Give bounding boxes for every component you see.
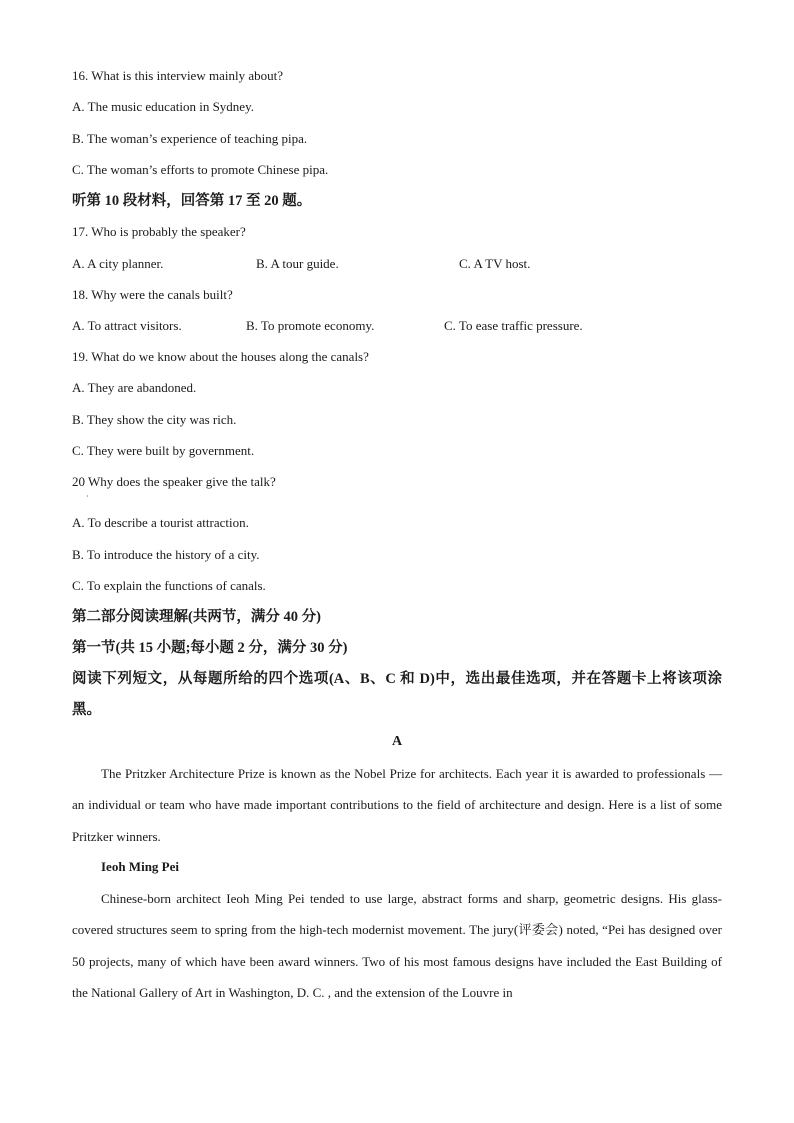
option-c: C. To explain the functions of canals.	[72, 578, 266, 593]
passage-subheading: Ieoh Ming Pei	[101, 859, 179, 874]
question-text: 20 Why does the speaker give the talk?	[72, 474, 276, 489]
passage-intro: The Pritzker Architecture Prize is known as the Nobel Prize for architects. Each year it is awarded to professionals — an individual or team who have made important contributions to the field of architecture and design. Here is a list of some Pritzker winners.	[72, 766, 722, 844]
option-b: B. The woman’s experience of teaching pipa.	[72, 131, 308, 146]
option-c: C. A TV host.	[459, 256, 531, 271]
passage-body: Chinese-born architect Ieoh Ming Pei tended to use large, abstract forms and sharp, geometric designs. His glass-covered structures seem to spring from the high-tech modernist movement. The jury(评委会) noted, “Pei has designed over 50 projects, many of which have been award winners. Two of his most famous designs have included the East Building of the National Gallery of Art in Washington, D. C. , and the extension of the Louvre in	[72, 891, 722, 1000]
question-text: 18. Why were the canals built?	[72, 287, 233, 302]
section-1-title: 第一节(共 15 小题;每小题 2 分，满分 30 分)	[72, 640, 348, 656]
option-a: A. A city planner.	[72, 256, 164, 271]
option-c: C. The woman’s efforts to promote Chinese pipa.	[72, 162, 329, 177]
stray-dot: ·	[86, 492, 89, 501]
option-b: B. A tour guide.	[256, 256, 339, 271]
question-text: 16. What is this interview mainly about?	[72, 68, 283, 83]
option-c: C. To ease traffic pressure.	[444, 318, 583, 333]
question-text: 17. Who is probably the speaker?	[72, 224, 246, 239]
reading-instructions: 阅读下列短文，从每题所给的四个选项(A、B、C 和 D)中，选出最佳选项，并在答题卡上将该项涂黑。	[72, 671, 722, 718]
passage-heading: A	[391, 734, 403, 749]
option-a: A. To describe a tourist attraction.	[72, 515, 249, 530]
part-2-title: 第二部分阅读理解(共两节，满分 40 分)	[72, 609, 321, 625]
option-b: B. To introduce the history of a city.	[72, 547, 260, 562]
option-b: B. To promote economy.	[246, 318, 375, 333]
question-text: 19. What do we know about the houses along the canals?	[72, 349, 369, 364]
option-b: B. They show the city was rich.	[72, 412, 237, 427]
option-a: A. The music education in Sydney.	[72, 99, 254, 114]
option-a: A. To attract visitors.	[72, 318, 182, 333]
section-10-heading: 听第 10 段材料，回答第 17 至 20 题。	[72, 193, 312, 209]
option-a: A. They are abandoned.	[72, 380, 197, 395]
option-c: C. They were built by government.	[72, 443, 255, 458]
